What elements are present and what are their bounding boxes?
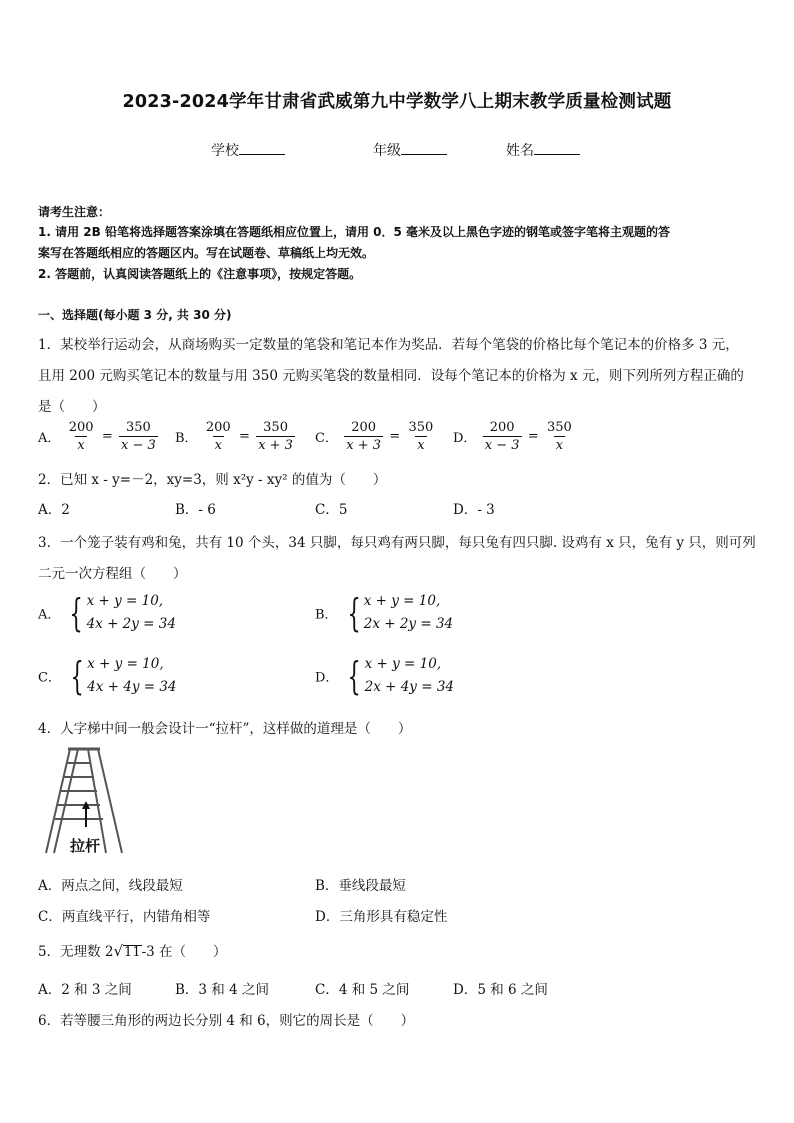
q4-option-d: D．三角形具有稳定性 — [315, 909, 448, 925]
q2-option-b: B．- 6 — [175, 502, 216, 518]
name-field — [506, 140, 580, 160]
q1-line-3: 是（ ） — [38, 399, 106, 415]
section-heading: 一、选择题(每小题 3 分, 共 30 分) — [38, 308, 232, 322]
q3-option-c: C． { x + y = 10, 4x + 4y = 34 — [38, 654, 177, 698]
q1-option-d: D． $\frac{200}{x - 3}$ = $\frac{350}{x}$ — [453, 420, 572, 453]
q4-option-a: A．两点之间，线段最短 — [38, 878, 183, 894]
notice-line-2: 2. 答题前，认真阅读答题纸上的《注意事项》，按规定答题。 — [38, 267, 362, 281]
q3-option-b: B． { x + y = 10, 2x + 2y = 34 — [315, 591, 454, 635]
grade-blank — [401, 141, 447, 155]
page-title: 2023-2024学年甘肃省武威第九中学数学八上期末教学质量检测试题 — [122, 92, 672, 112]
frac: $\frac{200}{x}$ — [205, 420, 231, 453]
q5-stem: 5．无理数 2 √ 11 -3 在（ ） — [38, 942, 227, 960]
q3-option-d: D． { x + y = 10, 2x + 4y = 34 — [315, 654, 455, 698]
q1-line-2: 且用 200 元购买笔记本的数量与用 350 元购买笔袋的数量相同．设每个笔记本的价格为 x 元，则下列所列方程正确的 — [38, 368, 744, 384]
q4-option-b: B．垂线段最短 — [315, 878, 406, 894]
ladder-label: 拉杆 — [70, 837, 101, 855]
q2-option-d: D．- 3 — [453, 502, 495, 518]
q1-option-a: A． $\frac{200}{x}$ = $\frac{350}{x - 3}$ — [38, 420, 156, 453]
notice-line-1b: 案写在答题纸相应的答题区内。写在试题卷、草稿纸上均无效。 — [38, 246, 375, 260]
frac: $\frac{350}{x}$ — [408, 420, 434, 453]
frac: $\frac{350}{x - 3}$ — [121, 420, 156, 453]
grade-label: 年级 — [373, 143, 401, 159]
q2-stem: 2．已知 x - y=－2，xy=3，则 x²y - xy² 的值为（ ） — [38, 472, 387, 488]
q5-option-c: C．4 和 5 之间 — [315, 982, 410, 998]
notice-heading: 请考生注意： — [38, 205, 111, 219]
q5-option-a: A．2 和 3 之间 — [38, 982, 132, 998]
name-blank — [534, 141, 580, 155]
q2-option-a: A．2 — [38, 502, 70, 518]
school-label: 学校 — [211, 143, 239, 159]
q3-option-a: A． { x + y = 10, 4x + 2y = 34 — [38, 591, 176, 635]
q2-option-c: C．5 — [315, 502, 348, 518]
sqrt: √ 11 — [113, 942, 141, 960]
name-label: 姓名 — [506, 143, 534, 159]
q5-option-b: B．3 和 4 之间 — [175, 982, 269, 998]
q3-line-2: 二元一次方程组（ ） — [38, 566, 187, 582]
notice-line-1a: 1. 请用 2B 铅笔将选择题答案涂填在答题纸相应位置上，请用 0．5 毫米及以上黑色字迹的钢笔或签字笔将主观题的答 — [38, 225, 670, 239]
frac: $\frac{350}{x}$ — [547, 420, 572, 453]
q4-option-c: C．两直线平行，内错角相等 — [38, 909, 211, 925]
frac: $\frac{350}{x + 3}$ — [258, 420, 293, 453]
frac: $\frac{200}{x}$ — [68, 420, 94, 453]
grade-field — [373, 140, 447, 160]
q1-option-b: B． $\frac{200}{x}$ = $\frac{350}{x + 3}$ — [175, 420, 293, 453]
q4-stem: 4．人字梯中间一般会设计一“拉杆”，这样做的道理是（ ） — [38, 721, 412, 737]
q3-line-1: 3．一个笼子装有鸡和兔，共有 10 个头，34 只脚，每只鸡有两只脚，每只兔有四只脚. 设鸡有 x 只，兔有 y 只，则可列 — [38, 535, 756, 551]
q6-stem: 6．若等腰三角形的两边长分别 4 和 6，则它的周长是（ ） — [38, 1013, 415, 1029]
school-blank — [239, 141, 285, 155]
frac: $\frac{200}{x + 3}$ — [346, 420, 382, 453]
q5-option-d: D．5 和 6 之间 — [453, 982, 548, 998]
q1-line-1: 1．某校举行运动会，从商场购买一定数量的笔袋和笔记本作为奖品．若每个笔袋的价格比每个笔记本的价格多 3 元， — [38, 337, 739, 353]
school-field — [211, 140, 285, 160]
frac: $\frac{200}{x - 3}$ — [484, 420, 520, 453]
q1-option-c: C． $\frac{200}{x + 3}$ = $\frac{350}{x}$ — [315, 420, 434, 453]
